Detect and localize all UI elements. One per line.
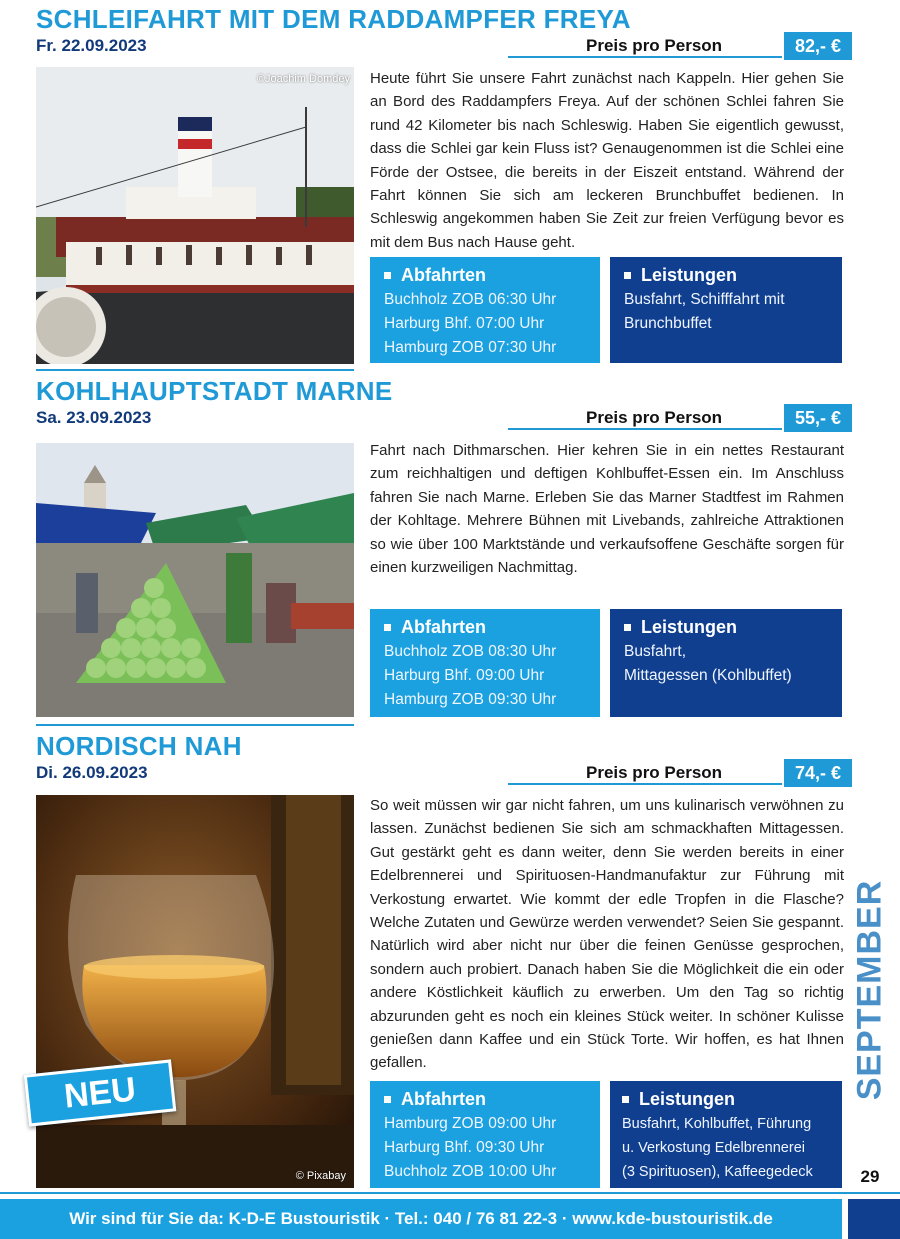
price-badge: 55,- € bbox=[784, 404, 852, 432]
square-bullet-icon bbox=[384, 624, 391, 631]
departure-item: Hamburg ZOB 07:30 Uhr bbox=[384, 339, 557, 356]
photo-credit: © Pixabay bbox=[295, 1170, 346, 1182]
price-label: Preis pro Person bbox=[586, 408, 723, 427]
section-divider bbox=[36, 724, 354, 726]
square-bullet-icon bbox=[384, 272, 391, 279]
photo-credit: ©Joachim Domdey bbox=[256, 73, 350, 85]
departures-box bbox=[370, 1081, 600, 1188]
trip-photo-spirits-glass bbox=[36, 795, 354, 1188]
departure-item: Buchholz ZOB 08:30 Uhr bbox=[384, 643, 557, 660]
price-divider bbox=[508, 783, 782, 785]
departure-item: Hamburg ZOB 09:30 Uhr bbox=[384, 691, 557, 708]
departure-item: Buchholz ZOB 06:30 Uhr bbox=[384, 291, 557, 308]
trip-date: Sa. 23.09.2023 bbox=[36, 408, 152, 427]
footer-contact-bar: Wir sind für Sie da: K-D-E Bustouristik · Tel.: 040 / 76 81 22-3 · www.kde-bustouristik.de bbox=[0, 1199, 842, 1239]
service-item: Busfahrt, Kohlbuffet, Führung bbox=[622, 1116, 812, 1132]
price-label: Preis pro Person bbox=[586, 763, 723, 782]
footer-divider bbox=[0, 1192, 900, 1194]
trip-photo-market bbox=[36, 443, 354, 717]
services-box bbox=[610, 257, 842, 363]
departure-item: Harburg Bhf. 09:00 Uhr bbox=[384, 667, 545, 684]
page-number: 29 bbox=[860, 1167, 880, 1186]
services-heading: Leistungen bbox=[624, 262, 832, 288]
trip-description: Heute führt Sie unsere Fahrt zunächst nach Kappeln. Hier gehen Sie an Bord des Raddampfers Freya. Auf der schönen Schlei fahren Sie rund 42 Kilometer bis nach Schleswig. Haben Sie eigentlich gewusst, dass die Schlei gar kein Fluss ist? Genaugenommen ist die Schlei eine Förde der Ostsee, die bereits in der Eiszeit entstand. Während der Fahrt können Sie sich am leckeren Brunchbuffet bedienen. In Schleswig angekommen haben Sie Zeit zur freien Verfügung bevor es mit dem Bus nach Hause geht. bbox=[370, 70, 844, 251]
square-bullet-icon bbox=[622, 1096, 629, 1103]
service-item: Busfahrt, bbox=[624, 643, 687, 660]
departures-heading: Abfahrten bbox=[384, 1086, 590, 1112]
services-box bbox=[610, 609, 842, 717]
footer-corner-block bbox=[848, 1199, 900, 1239]
new-badge: NEU bbox=[24, 1059, 177, 1126]
trip-section-3 bbox=[36, 731, 844, 1191]
trip-description: Fahrt nach Dithmarschen. Hier kehren Sie in ein nettes Restaurant zum reichhaltigen und deftigen Kohlbuffet-Essen ein. Im Anschluss fahren Sie nach Marne. Erleben Sie das Marner Stadtfest im Rahmen der Kohltage. Mehrere Bühnen mit Livebands, zahlreiche Attraktionen so wie über 100 Marktstände und verkaufsoffene Geschäfte sorgen für einen kurzweiligen Nachmittag. bbox=[370, 442, 844, 577]
services-box bbox=[610, 1081, 842, 1188]
trip-date: Di. 26.09.2023 bbox=[36, 763, 148, 782]
trip-photo-steamboat bbox=[36, 67, 354, 364]
square-bullet-icon bbox=[624, 624, 631, 631]
square-bullet-icon bbox=[624, 272, 631, 279]
services-heading: Leistungen bbox=[624, 614, 832, 640]
departures-box bbox=[370, 609, 600, 717]
departure-item: Hamburg ZOB 09:00 Uhr bbox=[384, 1115, 557, 1132]
departures-box bbox=[370, 257, 600, 363]
service-item: Brunchbuffet bbox=[624, 315, 712, 332]
departures-heading: Abfahrten bbox=[384, 614, 590, 640]
price-badge: 74,- € bbox=[784, 759, 852, 787]
departures-heading: Abfahrten bbox=[384, 262, 590, 288]
trip-title: KOHLHAUPTSTADT MARNE bbox=[36, 376, 393, 406]
service-item: u. Verkostung Edelbrennerei bbox=[622, 1140, 805, 1156]
price-badge: 82,- € bbox=[784, 32, 852, 60]
service-item: Mittagessen (Kohlbuffet) bbox=[624, 667, 792, 684]
square-bullet-icon bbox=[384, 1096, 391, 1103]
trip-section-1 bbox=[36, 4, 844, 366]
departure-item: Buchholz ZOB 10:00 Uhr bbox=[384, 1163, 557, 1180]
price-divider bbox=[508, 428, 782, 430]
price-divider bbox=[508, 56, 782, 58]
trip-section-2 bbox=[36, 376, 844, 721]
services-heading: Leistungen bbox=[622, 1086, 838, 1112]
departure-item: Harburg Bhf. 07:00 Uhr bbox=[384, 315, 545, 332]
trip-description: So weit müssen wir gar nicht fahren, um uns kulinarisch verwöhnen zu lassen. Zunächst bedienen Sie sich am schmackhaften Mittagessen. Gut gestärkt geht es dann weiter, denn Sie werden bereits in einer Edelbrennerei und Spirituosen-Handmanufaktur zur Führung mit Verkostung erwartet. Wie kommt der edle Tropfen in die Flasche? Welche Zutaten und Gewürze werden verwendet? Seien Sie gespannt. Natürlich wird aber nicht nur über die feinen Genüsse gesprochen, sondern auch probiert. Danach haben Sie die Möglichkeit die ein oder andere Köstlichkeit käuflich zu erwerben. Um den Tag so richtig abzurunden geht es noch ein kleines Stück weiter. In schöner Kulisse genießen dann Kaffee und ein Stück Torte. Wir hoffen, es hat Ihnen gefallen. bbox=[370, 797, 844, 1072]
service-item: Busfahrt, Schifffahrt mit bbox=[624, 291, 785, 308]
trip-title: SCHLEIFAHRT MIT DEM RADDAMPFER FREYA bbox=[36, 4, 631, 34]
price-label: Preis pro Person bbox=[586, 36, 723, 55]
month-side-label: SEPTEMBER bbox=[850, 879, 889, 1101]
section-divider bbox=[36, 369, 354, 371]
departure-item: Harburg Bhf. 09:30 Uhr bbox=[384, 1139, 545, 1156]
service-item: (3 Spirituosen), Kaffeegedeck bbox=[622, 1164, 813, 1180]
trip-date: Fr. 22.09.2023 bbox=[36, 36, 147, 55]
trip-title: NORDISCH NAH bbox=[36, 731, 242, 761]
